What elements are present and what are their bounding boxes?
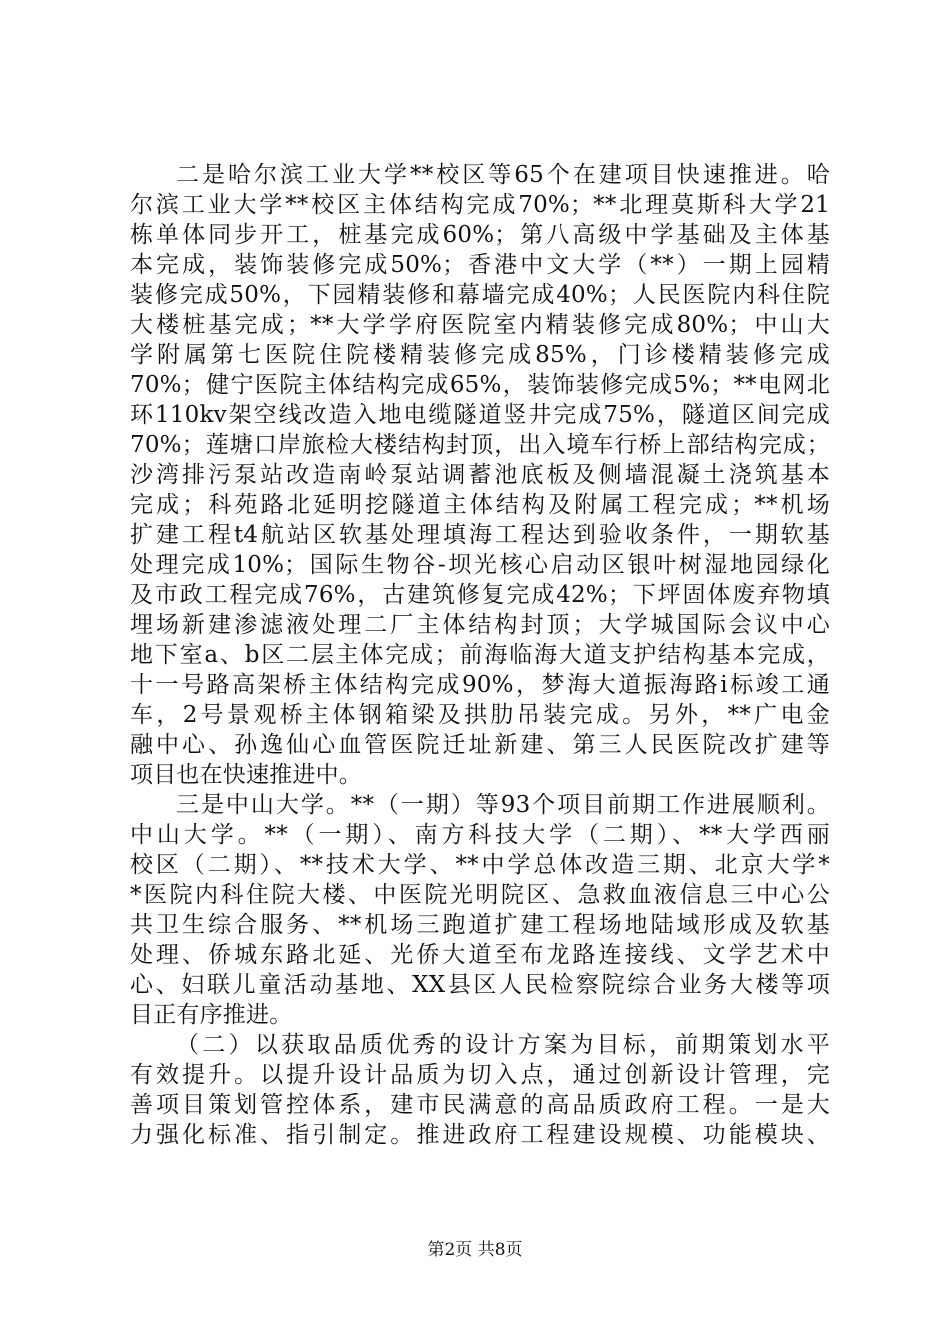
paragraph-line: 及市政工程完成76%，古建筑修复完成42%；下坪固体废弃物填 <box>130 582 830 608</box>
paragraph-line: 尔滨工业大学**校区主体结构完成70%；**北理莫斯科大学21 <box>130 192 830 218</box>
paragraph-line: 目正有序推进。 <box>130 1002 293 1028</box>
paragraph-line: 沙湾排污泵站改造南岭泵站调蓄池底板及侧墙混凝土浇筑基本 <box>130 462 830 488</box>
body-text <box>130 160 830 1150</box>
paragraph-line: 处理、侨城东路北延、光侨大道至布龙路连接线、文学艺术中 <box>130 942 830 968</box>
paragraph-line: 环110kv架空线改造入地电缆隧道竖井完成75%，隧道区间完成 <box>130 402 830 428</box>
paragraph-line: 70%；莲塘口岸旅检大楼结构封顶，出入境车行桥上部结构完成； <box>130 432 830 458</box>
paragraph-line: 车，2号景观桥主体钢箱梁及拱肋吊装完成。另外，**广电金 <box>130 702 830 728</box>
paragraph-line: 扩建工程t4航站区软基处理填海工程达到验收条件，一期软基 <box>130 522 830 548</box>
paragraph-line: 十一号路高架桥主体结构完成90%，梦海大道振海路i标竣工通 <box>130 672 830 698</box>
paragraph-line: 70%；健宁医院主体结构完成65%，装饰装修完成5%；**电网北 <box>130 372 830 398</box>
paragraph-line: 校区（二期）、**技术大学、**中学总体改造三期、北京大学* <box>130 852 830 878</box>
paragraph-line: 共卫生综合服务、**机场三跑道扩建工程场地陆域形成及软基 <box>130 912 830 938</box>
paragraph-line: 学附属第七医院住院楼精装修完成85%，门诊楼精装修完成 <box>130 342 830 368</box>
paragraph-line: 三是中山大学。**（一期）等93个项目前期工作进展顺利。 <box>176 792 830 818</box>
paragraph-line: *医院内科住院大楼、中医院光明院区、急救血液信息三中心公 <box>130 882 830 908</box>
paragraph-line: 埋场新建渗滤液处理二厂主体结构封顶；大学城国际会议中心 <box>130 612 830 638</box>
paragraph-line: 地下室a、b区二层主体完成；前海临海大道支护结构基本完成， <box>130 642 830 668</box>
paragraph-line: 处理完成10%；国际生物谷-坝光核心启动区银叶树湿地园绿化 <box>130 552 830 578</box>
paragraph-line: 装修完成50%，下园精装修和幕墙完成40%；人民医院内科住院 <box>130 282 830 308</box>
paragraph-line: 栋单体同步开工，桩基完成60%；第八高级中学基础及主体基 <box>130 222 830 248</box>
paragraph-line: 项目也在快速推进中。 <box>130 762 362 788</box>
paragraph-line: 力强化标准、指引制定。推进政府工程建设规模、功能模块、 <box>130 1122 830 1148</box>
page-number-footer: 第2页 共8页 <box>427 1240 523 1260</box>
paragraph-line: （二）以获取品质优秀的设计方案为目标，前期策划水平 <box>176 1032 830 1058</box>
paragraph-line: 二是哈尔滨工业大学**校区等65个在建项目快速推进。哈 <box>176 162 830 188</box>
paragraph-line: 有效提升。以提升设计品质为切入点，通过创新设计管理，完 <box>130 1062 830 1088</box>
paragraph-line: 融中心、孙逸仙心血管医院迁址新建、第三人民医院改扩建等 <box>130 732 830 758</box>
paragraph-line: 中山大学。**（一期）、南方科技大学（二期）、**大学西丽 <box>130 822 830 848</box>
paragraph-line: 善项目策划管控体系，建市民满意的高品质政府工程。一是大 <box>130 1092 830 1118</box>
paragraph-line: 大楼桩基完成；**大学学府医院室内精装修完成80%；中山大 <box>130 312 830 338</box>
paragraph-line: 本完成，装饰装修完成50%；香港中文大学（**）一期上园精 <box>130 252 830 278</box>
paragraph-line: 完成；科苑路北延明挖隧道主体结构及附属工程完成；**机场 <box>130 492 830 518</box>
paragraph-line: 心、妇联儿童活动基地、XX县区人民检察院综合业务大楼等项 <box>130 972 830 998</box>
